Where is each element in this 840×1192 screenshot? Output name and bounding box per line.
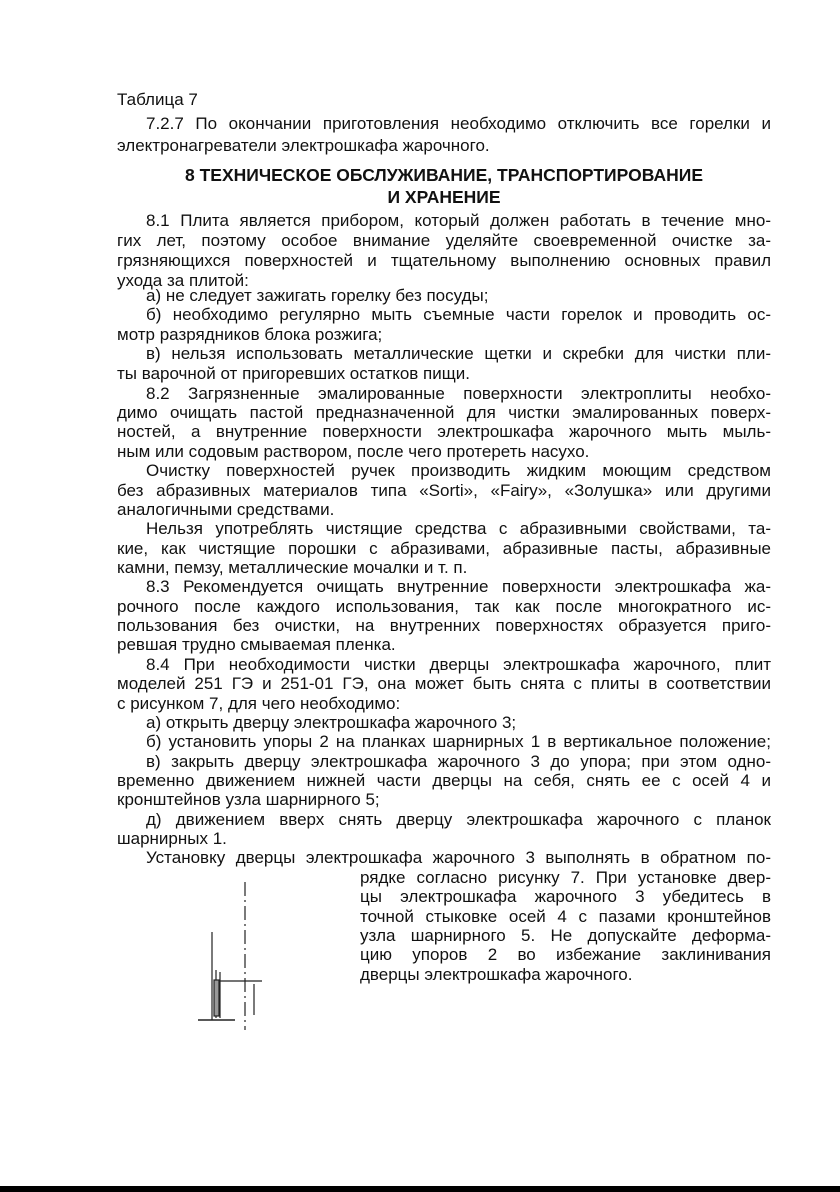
list-item-b: б) установить упоры 2 на планках шарнирных 1 в вертикальное положение; bbox=[146, 732, 771, 751]
right-column-line: цы электрошкафа жарочного 3 убедитесь в bbox=[360, 887, 771, 906]
section-heading-line-1: 8 ТЕХНИЧЕСКОЕ ОБСЛУЖИВАНИЕ, ТРАНСПОРТИРОВАНИЕ bbox=[184, 165, 703, 185]
list-item-v: в) нельзя использовать металлические щетки и скребки для чистки пли- bbox=[146, 344, 771, 363]
text-line: мотр разрядников блока розжига; bbox=[117, 325, 383, 344]
text-line: рочного после каждого использования, так как после многократного ис- bbox=[117, 597, 771, 616]
section-heading-line-2: И ХРАНЕНИЕ bbox=[387, 187, 501, 207]
text-line: гих лет, поэтому особое внимание уделяйте своевременной очистке за- bbox=[117, 231, 771, 250]
text-line: ты варочной от пригоревших остатков пищи. bbox=[117, 364, 470, 383]
text-line: шарнирных 1. bbox=[117, 829, 227, 848]
list-item-b: б) необходимо регулярно мыть съемные части горелок и проводить ос- bbox=[146, 305, 771, 324]
paragraph-8-3: 8.3 Рекомендуется очищать внутренние поверхности электрошкафа жа- bbox=[146, 577, 771, 596]
text-line: ным или содовым раствором, после чего протереть насухо. bbox=[117, 442, 590, 461]
text-line: грязняющихся поверхностей и тщательному выполнению основных правил bbox=[117, 251, 771, 270]
text-line: аналогичными средствами. bbox=[117, 500, 335, 519]
text-line: кронштейнов узла шарнирного 5; bbox=[117, 790, 380, 809]
paragraph-7-2-7-line-1: 7.2.7 По окончании приготовления необходимо отключить все горелки и bbox=[146, 114, 771, 133]
paragraph-8-2: 8.2 Загрязненные эмалированные поверхности электроплиты необхо- bbox=[146, 384, 771, 403]
right-column-line: цию упоров 2 во избежание заклинивания bbox=[360, 945, 771, 964]
page-bottom-bar bbox=[0, 1186, 840, 1192]
right-column-line: узла шарнирного 5. Не допускайте деформа- bbox=[360, 926, 771, 945]
paragraph-7-2-7-line-2: электронагреватели электрошкафа жарочного. bbox=[117, 136, 490, 155]
list-item-a: а) открыть дверцу электрошкафа жарочного 3; bbox=[146, 713, 517, 732]
text-line: кие, как чистящие порошки с абразивами, абразивные пасты, абразивные bbox=[117, 539, 771, 558]
text-line: с рисунком 7, для чего необходимо: bbox=[117, 694, 401, 713]
text-line: ревшая трудно смываемая пленка. bbox=[117, 635, 396, 654]
right-column-line: точной стыковке осей 4 с пазами кронштейнов bbox=[360, 907, 771, 926]
text-line: Очистку поверхностей ручек производить жидким моющим средством bbox=[146, 461, 771, 480]
text-line: ностей, а внутренние поверхности электрошкафа жарочного мыть мыль- bbox=[117, 422, 771, 441]
text-line: 8.1 Плита является прибором, который должен работать в течение мно- bbox=[146, 211, 771, 230]
list-item-d: д) движением вверх снять дверцу электрошкафа жарочного с планок bbox=[146, 810, 771, 829]
paragraph-8-4: 8.4 При необходимости чистки дверцы электрошкафа жарочного, плит bbox=[146, 655, 771, 674]
right-column-line: рядке согласно рисунку 7. При установке двер- bbox=[360, 868, 771, 887]
right-column-line: дверцы электрошкафа жарочного. bbox=[360, 965, 633, 984]
text-line: пользования без очистки, на внутренних поверхностях образуется приго- bbox=[117, 616, 771, 635]
list-item-v: в) закрыть дверцу электрошкафа жарочного 3 до упора; при этом одно- bbox=[146, 752, 771, 771]
text-line: без абразивных материалов типа «Sorti», «Fairy», «Золушка» или другими bbox=[117, 481, 771, 500]
text-line: ухода за плитой: bbox=[117, 271, 249, 290]
text-line: камни, пемзу, металлические мочалки и т. п. bbox=[117, 558, 468, 577]
table-caption: Таблица 7 bbox=[117, 90, 198, 109]
text-line: Нельзя употреблять чистящие средства с абразивными свойствами, та- bbox=[146, 519, 771, 538]
installation-paragraph: Установку дверцы электрошкафа жарочного 3 выполнять в обратном по- bbox=[146, 848, 771, 867]
hinge-plate bbox=[214, 980, 219, 1016]
text-line: временно движением нижней части дверцы на себя, снять ее с осей 4 и bbox=[117, 771, 771, 790]
text-line: моделей 251 ГЭ и 251-01 ГЭ, она может быть снята с плиты в соответствии bbox=[117, 674, 771, 693]
door-hinge-figure bbox=[190, 880, 280, 1040]
list-item-a: а) не следует зажигать горелку без посуды; bbox=[146, 286, 489, 305]
text-line: димо очищать пастой предназначенной для чистки эмалированных поверх- bbox=[117, 403, 771, 422]
